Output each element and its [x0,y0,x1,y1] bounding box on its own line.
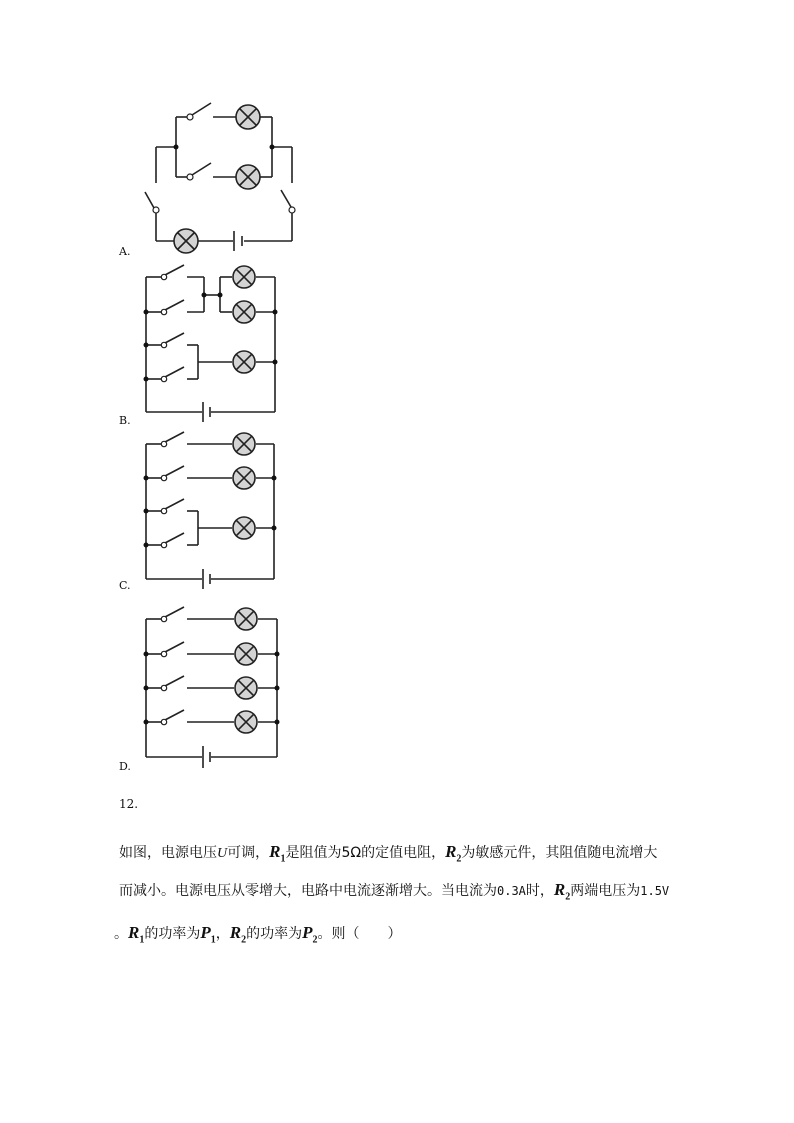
text-segment: 。 [114,926,128,942]
symbol-base: P [200,923,211,942]
current-value: 0.3A [497,884,526,898]
symbol-p2 [302,923,318,946]
symbol-base: P [302,923,313,942]
symbol-r2 [229,923,247,946]
symbol-r2 [553,880,571,903]
symbol-u: U [217,846,228,861]
symbol-subscript: 2 [565,891,571,903]
text-segment: ， [215,926,230,942]
symbol-base: R [229,923,242,942]
symbol-subscript: 2 [312,934,318,946]
text-segment: 两端电压为 [570,883,641,899]
symbol-base: R [128,923,140,942]
text-segment: 时， [525,883,554,899]
symbol-subscript: 1 [139,934,145,946]
lamp-symbol [235,608,257,630]
symbol-base: R [269,842,281,861]
symbol-base: R [445,842,457,861]
text-segment: 可调， [227,845,270,861]
switch-pivots [161,616,166,724]
lamp-symbol [235,643,257,665]
symbol-r1 [269,842,286,865]
option-a-label: A. [119,245,131,258]
question-text-line-2 [119,880,669,907]
symbol-base: R [553,880,566,899]
symbol-subscript: 2 [456,853,462,865]
text-segment: 的功率为 [144,926,201,942]
option-d-label: D. [119,760,131,773]
lamp-symbol [235,711,257,733]
option-b-label: B. [119,414,131,427]
question-number: 12. [119,797,139,811]
symbol-subscript: 1 [210,934,216,946]
text-segment: 而减小。电源电压从零增大，电路中电流逐渐增大。当电流为 [119,883,497,899]
text-segment: 如图，电源电压 [119,845,217,861]
symbol-r1 [128,923,145,946]
symbol-subscript: 1 [280,853,286,865]
symbol-p1 [200,923,216,946]
battery-symbol [203,746,210,768]
text-segment: 。则（ ） [317,926,402,942]
symbol-subscript: 2 [241,934,247,946]
circuit-d-wires [146,607,277,757]
lamp-symbol [235,677,257,699]
text-segment: 是阻值为5Ω的定值电阻， [285,845,446,861]
text-segment: 的功率为 [246,926,303,942]
voltage-value: 1.5V [640,884,670,898]
option-c-label: C. [119,579,131,592]
question-text-line-3 [114,923,401,950]
text-segment: 为敏感元件，其阻值随电流增大 [461,845,658,861]
symbol-r2 [445,842,462,865]
question-text-line-1 [119,842,657,869]
